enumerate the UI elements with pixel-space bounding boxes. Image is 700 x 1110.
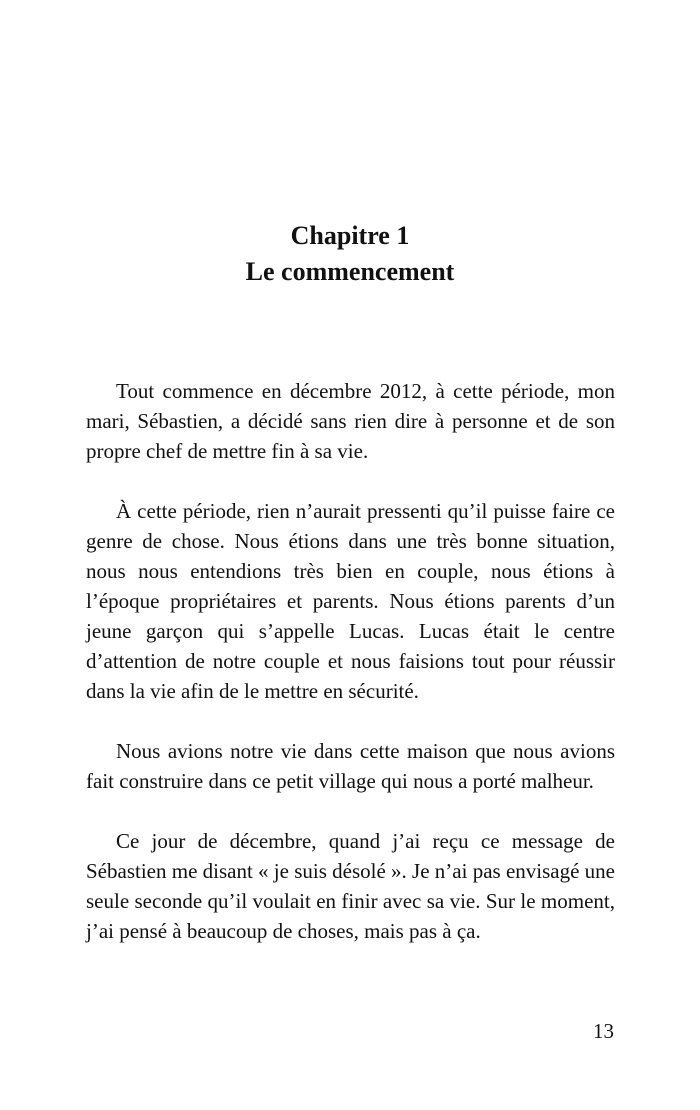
- paragraph-3: Nous avions notre vie dans cette maison que nous avions fait construire dans ce petit village qui nous a porté malheur.: [86, 739, 615, 793]
- paragraph-1: Tout commence en décembre 2012, à cette période, mon mari, Sébastien, a décidé sans rien dire à personne et de son propre chef de mettre fin à sa vie.: [86, 379, 615, 463]
- paragraph-2: À cette période, rien n’aurait pressenti qu’il puisse faire ce genre de chose. Nous étions dans une très bonne situation, nous nous entendions très bien en couple, nous étions à l’époque propriétaires et parents. Nous étions parents d’un jeune garçon qui s’appelle Lucas. Lucas était le centre d’attention de notre couple et nous faisions tout pour réussir dans la vie afin de le mettre en sécurité.: [86, 499, 615, 703]
- chapter-title: Le commencement: [245, 257, 455, 286]
- chapter-body: [86, 376, 615, 976]
- chapter-heading: [0, 218, 700, 290]
- chapter-number: Chapitre 1: [290, 221, 410, 250]
- page-number: 13: [593, 1019, 614, 1043]
- paragraph-4: Ce jour de décembre, quand j’ai reçu ce message de Sébastien me disant « je suis désolé ». Je n’ai pas envisagé une seule seconde qu’il voulait en finir avec sa vie. Sur le moment, j’ai pensé à beaucoup de choses, mais pas à ça.: [86, 829, 615, 943]
